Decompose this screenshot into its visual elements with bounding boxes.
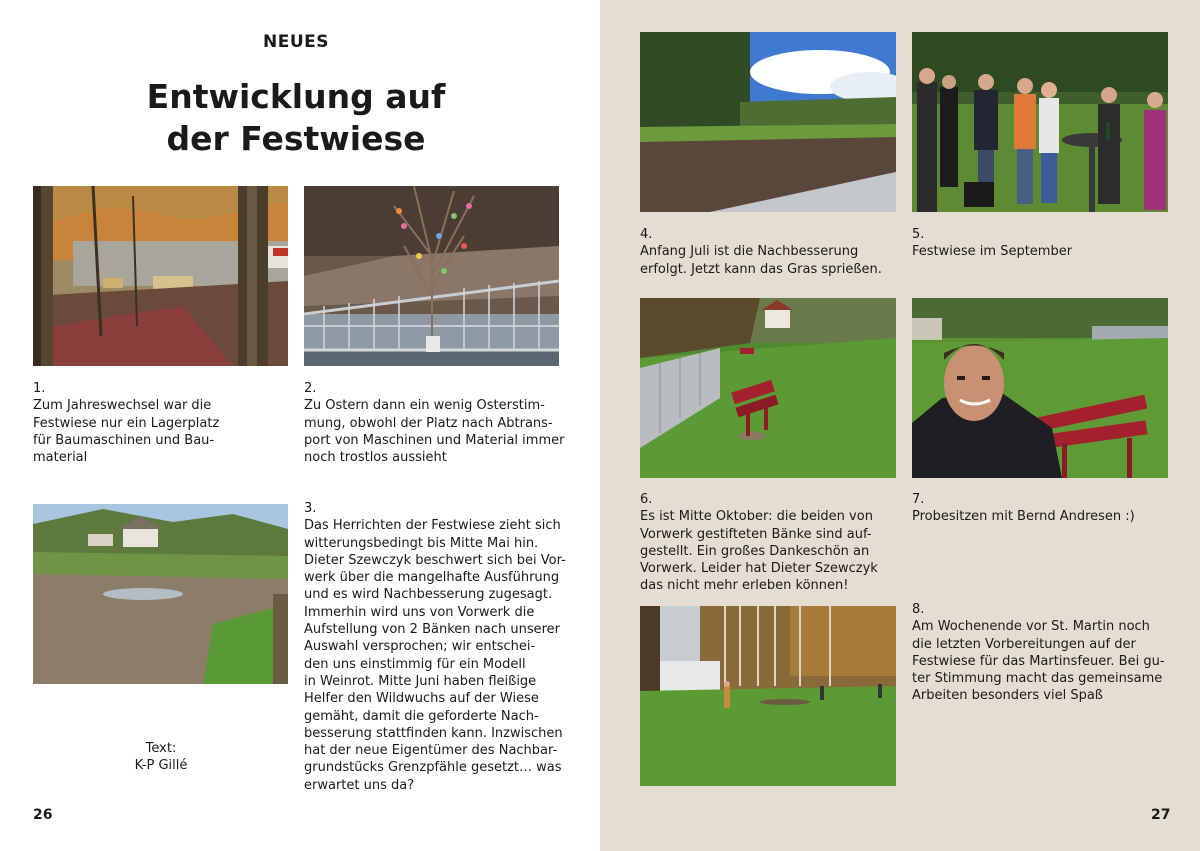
- photo-1-construction-site: [33, 186, 288, 366]
- photo-6-red-benches: [640, 298, 896, 478]
- caption-7: 7. Probesitzen mit Bernd Andresen :): [912, 492, 1135, 525]
- caption-6: 6. Es ist Mitte Oktober: die beiden von Vorwerk gestifteten Bänke sind auf- gestellt. Ein großes Dankeschön an Vorwerk. Leider hat Dieter Szewczyk das nicht mehr erleben können!: [640, 492, 878, 594]
- photo-8-martinsfeuer-prep: [640, 606, 896, 786]
- photo-4-prepared-field: [640, 32, 896, 212]
- headline: [0, 76, 592, 160]
- page-number-right: 27: [1151, 807, 1171, 823]
- author-credit: Text: K-P Gillé: [134, 741, 188, 774]
- page-number-left: 26: [33, 807, 53, 823]
- caption-8: 8. Am Wochenende vor St. Martin noch die letzten Vorbereitungen auf der Festwiese für das Martinsfeuer. Bei gu- ter Stimmung macht das gemeinsame Arbeiten besonders viel Spaß: [912, 602, 1165, 704]
- caption-4: 4. Anfang Juli ist die Nachbesserung erfolgt. Jetzt kann das Gras sprießen.: [640, 227, 882, 277]
- photo-7-selfie-bench: [912, 298, 1168, 478]
- caption-3: 3. Das Herrichten der Festwiese zieht sich witterungsbedingt bis Mitte Mai hin. Dieter Szewczyk beschwert sich bei Vor- werk über die mangelhafte Ausführung und es wird Nachbesserung zugesagt. Immerhin wird uns von Vorwerk die Aufstellung von 2 Bänken nach unserer Auswahl versprochen; wir entschei- den uns einstimmig für ein Modell in Weinrot. Mitte Juni haben fleißige Helfer den Wildwuchs auf der Wiese gemäht, damit die geforderte Nach- besserung stattfinden kann. Inzwischen hat der neue Eigentümer des Nachbar- grundstücks Grenzpfähle gesetzt… was erwartet uns da?: [304, 501, 566, 793]
- photo-3-muddy-field: [33, 504, 288, 684]
- caption-2: 2. Zu Ostern dann ein wenig Osterstim- mung, obwohl der Platz nach Abtrans- port von Maschinen und Material immer noch trostlos aussieht: [304, 381, 565, 466]
- headline-line-1: Entwicklung auf: [146, 77, 446, 116]
- caption-5: 5. Festwiese im September: [912, 227, 1073, 260]
- caption-1: 1. Zum Jahreswechsel war die Festwiese nur ein Lagerplatz für Baumaschinen und Bau- material: [33, 381, 220, 466]
- section-label: NEUES: [262, 32, 329, 52]
- photo-5-group-september: [912, 32, 1168, 212]
- right-page: [600, 0, 1200, 851]
- headline-line-2: der Festwiese: [166, 119, 426, 158]
- photo-2-easter-tree: [304, 186, 559, 366]
